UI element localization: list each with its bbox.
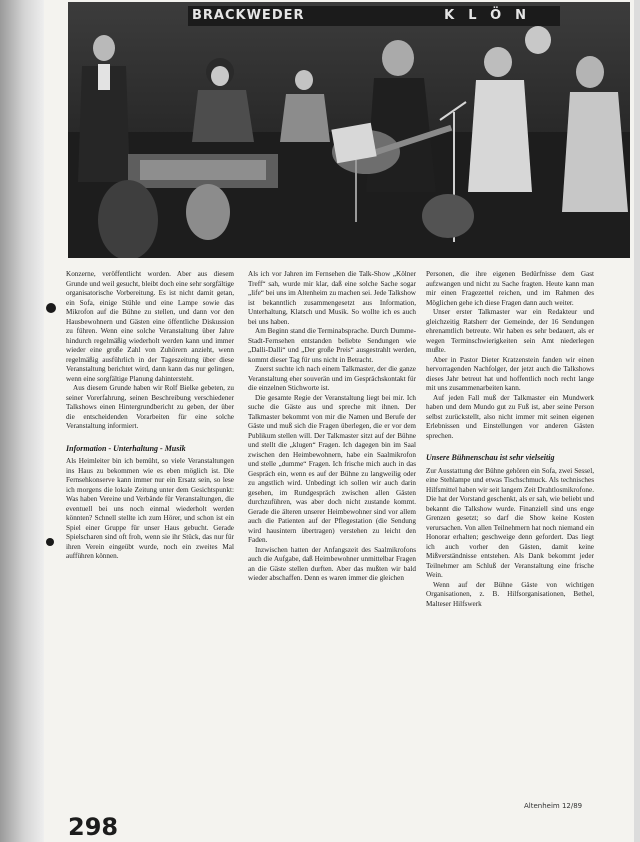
banner-title-right: KLÖN (444, 8, 540, 23)
section-subheading: Information - Unterhaltung - Musik (66, 443, 186, 453)
paragraph: Aber in Pastor Dieter Kratzenstein fanden wir einen hervorragenden Nachfolger, der jetzt auch die Talkshows dieses Jahr betreut hat und hoffentlich noch recht lange mit uns zusammenarbeiten kann. (426, 355, 594, 392)
paragraph: Konzerne, veröffentlicht worden. Aber aus diesem Grunde und weil gesucht, bleibt doch eine sehr sorgfältige organisatorische Vorbereitung. Es ist nicht damit getan, ein Sofa, einige Stühle und eine Lampe sowie das Mikrofon auf die Bühne zu stellen, und dann vor den Hausbewohnern und Gästen eine öffentliche Diskussion zu führen. Wenn eine solche Veranstaltung über Jahre hindurch regelmäßig wiederholt werden kann und immer wieder eine große Zahl von Zuhörern anzieht, wenn regelmäßig ausführlich in der Tageszeitung über diese Veranstaltung berichtet wird, dann kann das nur gelingen, wenn eine sorgfältige Planung dahintersteht. (66, 270, 234, 383)
punch-hole (46, 303, 56, 313)
paragraph: Wenn auf der Bühne Gäste von wichtigen Organisationen, z. B. Hilfsorganisationen, Bethel, Malteser Hilfswerk (426, 580, 594, 608)
page-binding (0, 0, 44, 842)
banner-title-left: BRACKWEDER (192, 8, 305, 23)
paragraph: Personen, die ihre eigenen Bedürfnisse dem Gast aufzwangen und nicht zu Sache fragten. Heute kann man mir einen Fragezettel reichen, und im Rahmen des Möglichen gehe ich diese Fragen dann auch weiter. (426, 270, 594, 307)
text-column-2 (248, 270, 416, 584)
paragraph: Unser erster Talkmaster war ein Redakteur und gleichzeitig Ratsherr der Gemeinde, der 16 Sendungen ehrenamtlich betreute. Wir haben es sehr bedauert, als er wegen Terminschwierigkeiten sein Amt niederlegen mußte. (426, 308, 594, 354)
text-column-1 (66, 270, 234, 562)
paragraph: Aus diesem Grunde haben wir Rolf Bielke gebeten, zu seiner Vorerfahrung, seinen Beschreibung verschiedener Talkshows einen Hintergrundbericht zu geben, der über die entscheidenden Vorarbeiten für eine solche Veranstaltung informiert. (66, 384, 234, 430)
paragraph: Auf jeden Fall muß der Talkmaster ein Mundwerk haben und dem Mundo gut zu Fuß ist, aber seine Person selbst zurückstellt, also nicht immer mit seinen eigenen Erlebnissen und Einstellungen vor anderen Gästen sprechen. (426, 393, 594, 440)
paragraph: Zur Ausstattung der Bühne gehören ein Sofa, zwei Sessel, eine Stehlampe und etwas Tischschmuck. Als technisches Hilfsmittel haben wir seit langem Zeit Drahtlosmikrofone. Die hat der Vorstand geschenkt, als er sah, wie beliebt und bekannt die Talkshow wurde. Finanziell sind uns enge Grenzen gesetzt; so darf die Show keine Kosten verursachen. Von allen Teilnehmern hat noch niemand ein Honorar erhalten; geschweige denn gefordert. Das liegt ich auch vorher den Gästen, damit keine Mißverständnisse entstehen. Als Dank bekommt jeder Teilnehmer am Schluß der Veranstaltung eine frische Wein. (426, 466, 594, 579)
brackweder-klon-banner (188, 6, 560, 26)
article-photo (68, 2, 630, 258)
page-number: 298 (68, 813, 119, 841)
issue-label: Altenheim 12/89 (524, 802, 583, 810)
talkshow-stage-image (68, 2, 630, 258)
paragraph: Inzwischen hatten der Anfangszeit des Saalmikrofons auch die Aufgabe, daß Heimbewohner unmittelbar Fragen an die Gäste stellen durften. Aber das mußten wir bald wieder abschaffen. Denn es waren immer die gleichen (248, 545, 416, 582)
paragraph: Als ich vor Jahren im Fernsehen die Talk-Show „Kölner Treff“ sah, wurde mir klar, daß eine solche Sache sogar „life“ bei uns im Altenheim zu machen sei. Jede Talkshow ist bekanntlich zusammengesetzt aus Information, Unterhaltung, Klatsch und Musik. So wollte ich es auch bei uns haben. (248, 270, 416, 326)
section-subheading: Unsere Bühnenschau ist sehr vielseitig (426, 453, 555, 462)
paragraph: Die gesamte Regie der Veranstaltung liegt bei mir. Ich suche die Gäste aus und spreche mit ihnen. Der Talkmaster bekommt von mir die Namen und Berufe der Gäste und muß sich die Fragen überlegen, die er vor dem Publikum stellen will. Der Talkmaster sitzt auf der Bühne und stellt die „klugen“ Fragen. Ich dagegen bin im Saal zwischen den Heimbewohnern, habe ein Saalmikrofon und stelle „dumme“ Fragen. Ich frische mich auch in das Gespräch ein, wenn es auf der Bühne zu langweilig oder zu angstlich wird. Unbedingt ich sollen wir auch darin gesehen, im Rundgespräch zwischen allen Gästen durchzuführen, was aber doch nicht zustande kommt. Gerade die älteren unserer Heimbewohner sind vor allem auch die Patienten auf der Pflegestation (die Sendung wird hausintern übertragen) verstehen zu leicht den Faden. (248, 393, 416, 544)
text-column-3 (426, 270, 594, 609)
paragraph: Am Beginn stand die Terminabsprache. Durch Dumme-Stadt-Fernsehen entstanden beliebte Sendungen wie „Dalli-Dalli“ und „Der große Preis“ ausgestrahlt werden, kommt dieser Tag für uns nicht in Betracht. (248, 327, 416, 364)
punch-hole (46, 538, 54, 546)
paragraph: Zuerst suchte ich nach einem Talkmaster, der die ganze Veranstaltung eher souverän und im Gesprächskontakt für die einzelnen Stichworte ist. (248, 365, 416, 392)
paragraph: Als Heimleiter bin ich bemüht, so viele Veranstaltungen ins Haus zu bekommen wie es eben möglich ist. Die Fernsehkonserve kann immer nur ein Ersatz sein, so lese ich morgens die lokale Zeitung unter dem Gesichtspunkt: Was haben Vereine und Verbände für Veranstaltungen, die eventuell bei uns noch einmal wiederholt werden könnten? Schnell stellte ich zum Hörer, und schon ist ein Spiel einer Gruppe für unser Haus gebucht. Gerade Spielscharen sind oft froh, wenn sie ihr Stück, das nur für ihren Verein eingeübt wurde, noch ein zweites Mal aufführen können. (66, 457, 234, 560)
